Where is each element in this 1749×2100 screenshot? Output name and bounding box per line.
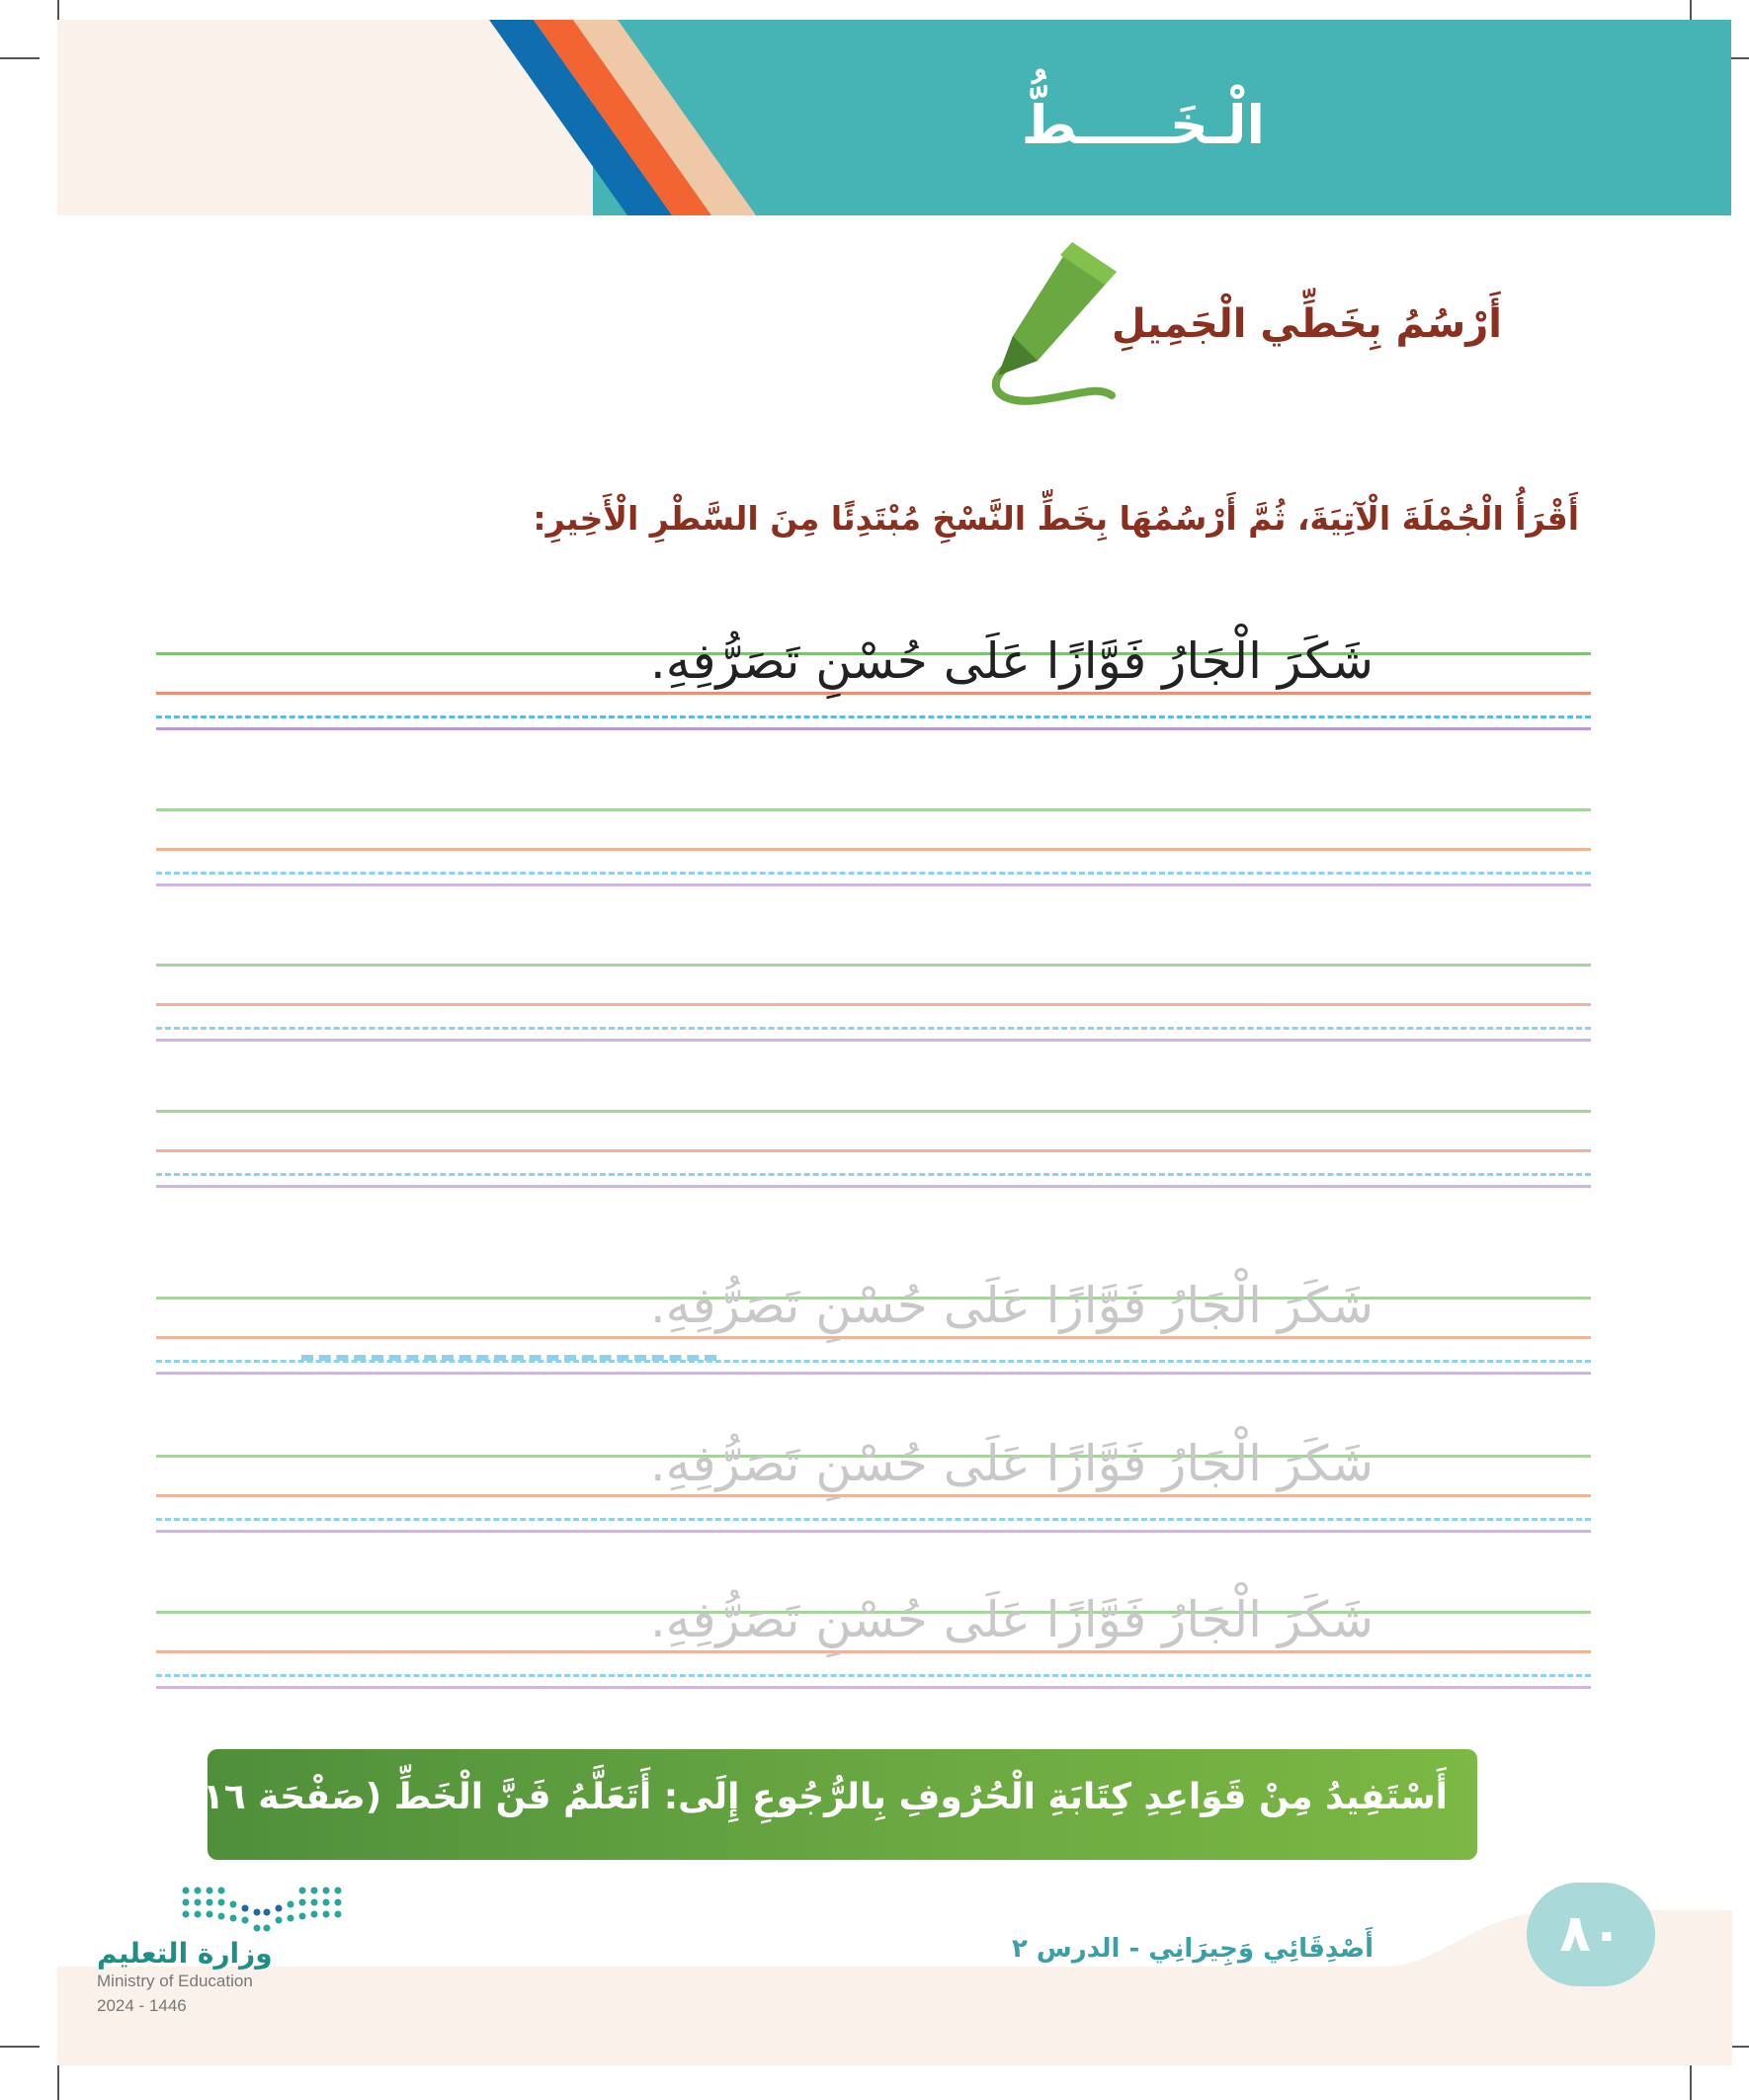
trace-sentence: شَكَرَ الْجَارُ فَوَّازًا عَلَى حُسْنِ تَصَرُّفِهِ.	[649, 1277, 1374, 1334]
writing-row-model	[156, 632, 1591, 741]
writing-row-blank[interactable]	[156, 808, 1591, 897]
ministry-name-ar: وزارة التعليم	[97, 1937, 273, 1970]
instruction-text: أَقْرَأُ الْجُمْلَةَ الْآتِيَةَ، ثُمَّ أَرْسُمُهَا بِخَطِّ النَّسْخِ مُبْتَدِئًا مِنَ السَّطْرِ الْأَخِيرِ:	[533, 499, 1579, 538]
tip-text: أَسْتَفِيدُ مِنْ قَوَاعِدِ كِتَابَةِ الْحُرُوفِ بِالرُّجُوعِ إِلَى: أَتَعَلَّمُ فَنَّ الْخَطِّ (صَفْحَة ١٦)	[186, 1777, 1448, 1817]
ministry-name-en: Ministry of Education	[97, 1972, 253, 1990]
lesson-label: أَصْدِقَائِي وَجِيرَانِي - الدرس ٢	[1012, 1934, 1374, 1964]
crop-mark	[57, 2065, 59, 2100]
ministry-logo-icon	[178, 1883, 346, 1937]
writing-row-trace[interactable]	[156, 1435, 1591, 1544]
writing-row-blank[interactable]	[156, 1110, 1591, 1199]
crop-mark	[0, 2046, 40, 2048]
crop-mark	[1690, 2065, 1692, 2100]
crop-mark	[0, 57, 40, 59]
tip-banner	[186, 1749, 1477, 1860]
section-title: أَرْسُمُ بِخَطِّي الْجَمِيلِ	[1112, 301, 1502, 347]
writing-row-blank[interactable]	[156, 964, 1591, 1052]
trace-highlight-dash	[301, 1355, 716, 1361]
writing-row-trace[interactable]	[156, 1591, 1591, 1700]
page-title: الْـخَـــــطُّ	[1021, 94, 1265, 156]
writing-row-trace[interactable]	[156, 1277, 1591, 1386]
edition-year: 2024 - 1446	[97, 1996, 187, 2015]
header-stripes	[474, 20, 791, 215]
footer-band	[57, 1967, 1732, 2065]
model-sentence: شَكَرَ الْجَارُ فَوَّازًا عَلَى حُسْنِ تَصَرُّفِهِ.	[649, 632, 1374, 690]
trace-sentence: شَكَرَ الْجَارُ فَوَّازًا عَلَى حُسْنِ تَصَرُّفِهِ.	[649, 1435, 1374, 1492]
trace-sentence: شَكَرَ الْجَارُ فَوَّازًا عَلَى حُسْنِ تَصَرُّفِهِ.	[649, 1591, 1374, 1648]
page-number-badge	[1527, 1883, 1655, 1986]
page-number: ٨٠	[1559, 1904, 1623, 1964]
